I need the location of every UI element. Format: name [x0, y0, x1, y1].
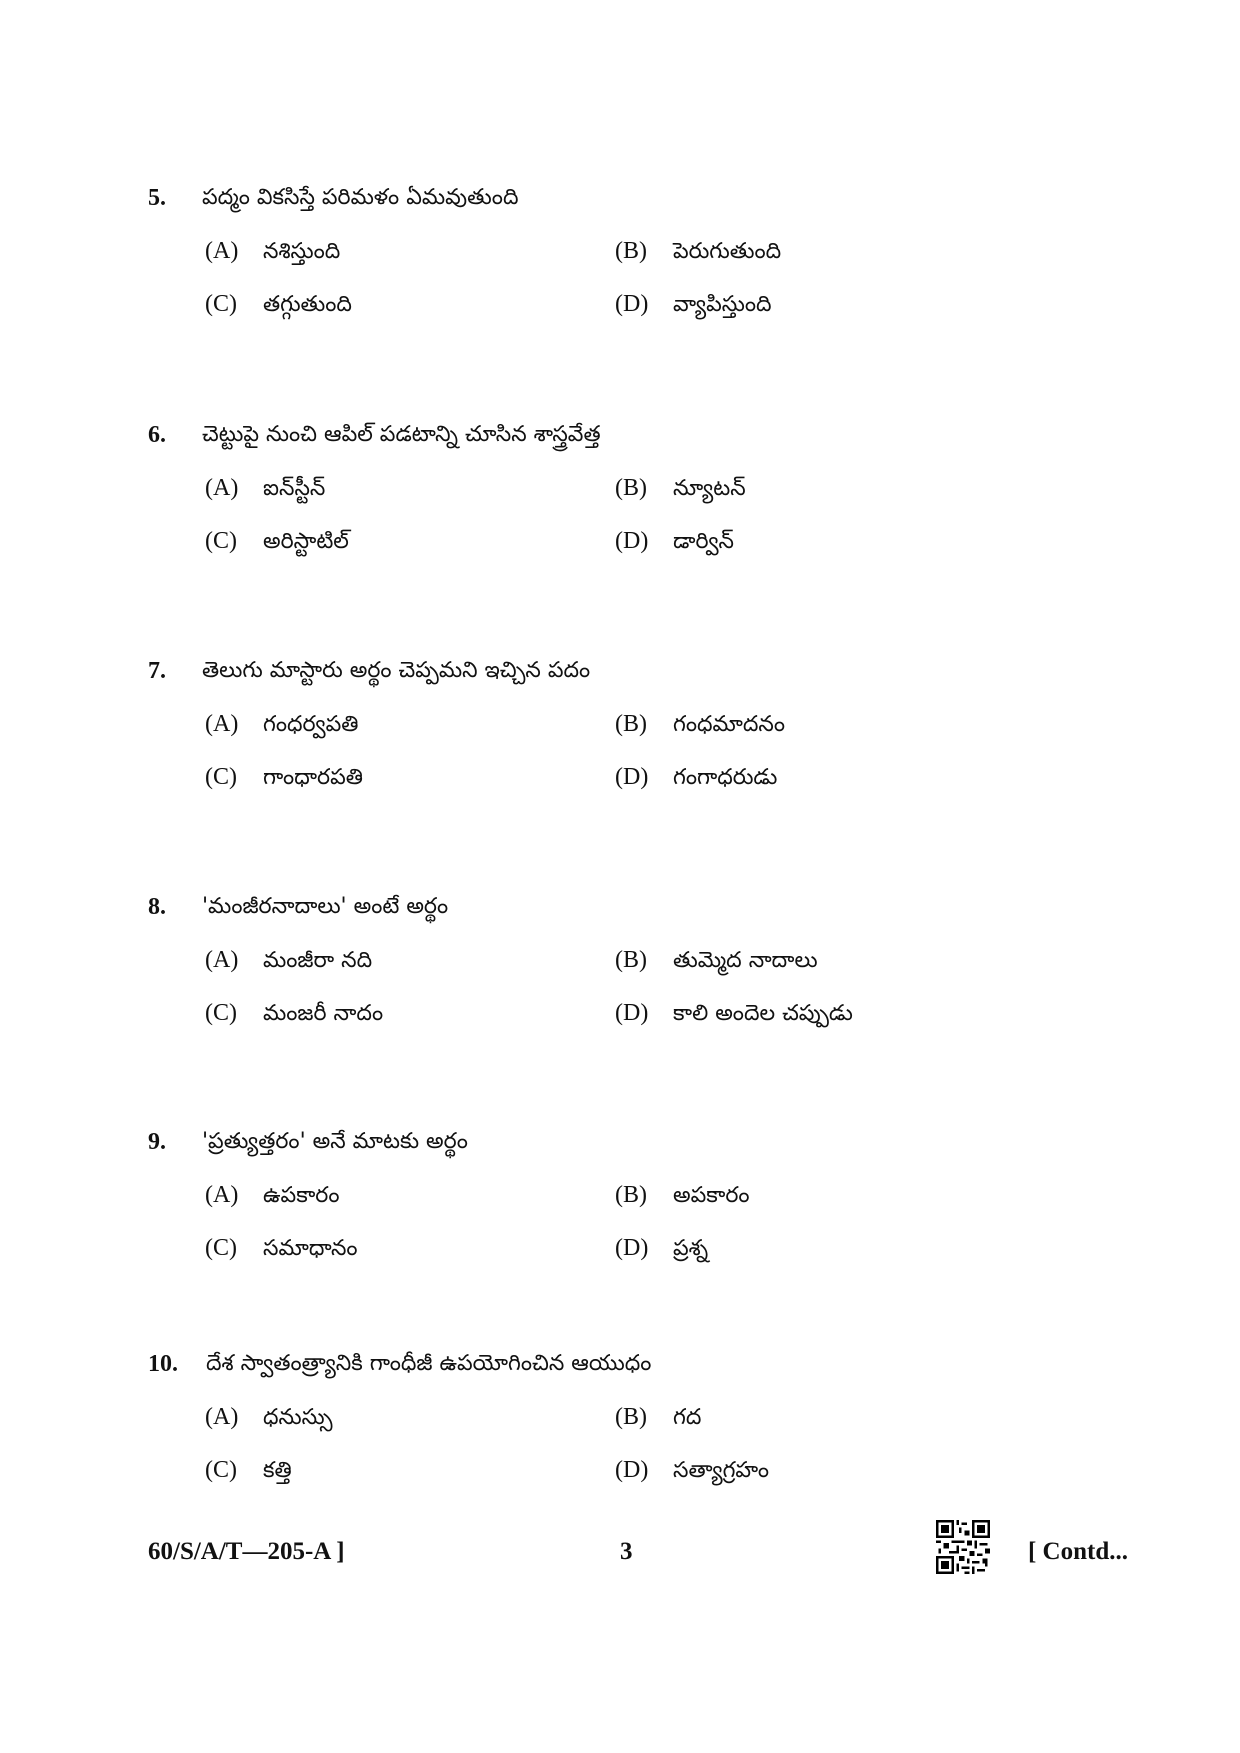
question-9	[148, 1122, 1148, 1162]
option-6d	[615, 521, 734, 561]
option-label: (D)	[615, 1000, 649, 1026]
option-label: (D)	[615, 764, 649, 790]
paper-code: 60/S/A/T—205-A ]	[148, 1538, 345, 1565]
option-text: కత్తి	[263, 1458, 292, 1483]
option-label: (A)	[205, 1404, 239, 1430]
question-text: 'మంజీరనాదాలు' అంటే అర్థం	[202, 894, 449, 919]
question-text: పద్మం వికసిస్తే పరిమళం ఏమవుతుంది	[202, 185, 519, 210]
option-5b	[615, 231, 781, 271]
option-text: వ్యాపిస్తుంది	[673, 292, 772, 317]
option-label: (B)	[615, 1404, 647, 1430]
option-text: గాంధారపతి	[263, 765, 363, 790]
option-label: (A)	[205, 1182, 239, 1208]
continued-label: [ Contd...	[1027, 1538, 1128, 1565]
option-text: ఉపకారం	[263, 1183, 340, 1208]
question-text: దేశ స్వాతంత్ర్యానికి గాంధీజీ ఉపయోగించిన ఆయుధం	[206, 1351, 652, 1376]
question-text: చెట్టుపై నుంచి ఆపిల్ పడటాన్ని చూసిన శాస్త్రవేత్త	[202, 422, 601, 447]
option-text: గంధర్వపతి	[263, 712, 359, 737]
option-text: సత్యాగ్రహం	[673, 1458, 770, 1483]
option-label: (C)	[205, 764, 237, 790]
option-text: ఐన్‌స్టీన్	[263, 476, 326, 501]
option-5a	[205, 231, 340, 271]
option-text: తుమ్మెద నాదాలు	[673, 948, 818, 973]
option-7a	[205, 704, 358, 744]
option-6c	[205, 521, 349, 561]
option-label: (D)	[615, 1235, 649, 1261]
option-8b	[615, 940, 818, 980]
option-8c	[205, 993, 383, 1033]
option-text: పెరుగుతుంది	[673, 239, 782, 264]
option-label: (C)	[205, 1457, 237, 1483]
option-text: మంజరీ నాదం	[263, 1001, 384, 1026]
option-9a	[205, 1175, 339, 1215]
option-label: (A)	[205, 238, 239, 264]
option-5d	[615, 284, 772, 324]
option-10a	[205, 1397, 333, 1437]
option-label: (C)	[205, 1000, 237, 1026]
option-10c	[205, 1450, 292, 1490]
option-text: అరిస్టాటిల్	[263, 529, 349, 554]
question-8	[148, 887, 1148, 927]
option-text: అపకారం	[673, 1183, 750, 1208]
option-text: గంధమాదనం	[673, 712, 785, 737]
question-number: 5.	[148, 185, 166, 211]
question-number: 6.	[148, 422, 166, 448]
page-number: 3	[620, 1538, 633, 1565]
question-10	[148, 1344, 1148, 1384]
option-text: గంగాధరుడు	[673, 765, 778, 790]
question-number: 10.	[148, 1351, 178, 1377]
option-text: కాలి అందెల చప్పుడు	[673, 1001, 853, 1026]
option-7d	[615, 757, 777, 797]
option-label: (B)	[615, 947, 647, 973]
question-5	[148, 178, 1148, 218]
option-label: (B)	[615, 711, 647, 737]
option-10d	[615, 1450, 769, 1490]
qr-code-icon	[936, 1520, 990, 1574]
option-label: (D)	[615, 1457, 649, 1483]
option-9c	[205, 1228, 358, 1268]
question-7	[148, 651, 1148, 691]
option-7b	[615, 704, 785, 744]
option-5c	[205, 284, 352, 324]
question-number: 8.	[148, 894, 166, 920]
question-text: 'ప్రత్యుత్తరం' అనే మాటకు అర్థం	[202, 1129, 468, 1154]
option-label: (A)	[205, 947, 239, 973]
question-number: 9.	[148, 1129, 166, 1155]
option-text: ప్రశ్న	[673, 1236, 709, 1261]
option-9d	[615, 1228, 708, 1268]
option-label: (C)	[205, 528, 237, 554]
option-label: (D)	[615, 528, 649, 554]
option-text: ధనుస్సు	[263, 1405, 333, 1430]
option-text: తగ్గుతుంది	[263, 292, 352, 317]
option-text: న్యూటన్	[673, 476, 746, 501]
option-label: (A)	[205, 711, 239, 737]
option-6b	[615, 468, 746, 508]
option-label: (B)	[615, 475, 647, 501]
option-label: (C)	[205, 291, 237, 317]
option-text: గద	[673, 1405, 702, 1430]
option-label: (B)	[615, 238, 647, 264]
option-text: మంజీరా నది	[263, 948, 373, 973]
option-text: సమాధానం	[263, 1236, 358, 1261]
question-6	[148, 415, 1148, 455]
option-label: (B)	[615, 1182, 647, 1208]
option-label: (A)	[205, 475, 239, 501]
option-label: (D)	[615, 291, 649, 317]
option-7c	[205, 757, 363, 797]
question-text: తెలుగు మాస్టారు అర్థం చెప్పమని ఇచ్చిన పదం	[202, 658, 591, 683]
option-6a	[205, 468, 325, 508]
option-10b	[615, 1397, 701, 1437]
option-8d	[615, 993, 853, 1033]
option-9b	[615, 1175, 750, 1215]
option-text: నశిస్తుంది	[263, 239, 341, 264]
option-text: డార్విన్	[673, 529, 735, 554]
question-number: 7.	[148, 658, 166, 684]
option-8a	[205, 940, 372, 980]
option-label: (C)	[205, 1235, 237, 1261]
page-footer	[148, 1528, 1128, 1576]
